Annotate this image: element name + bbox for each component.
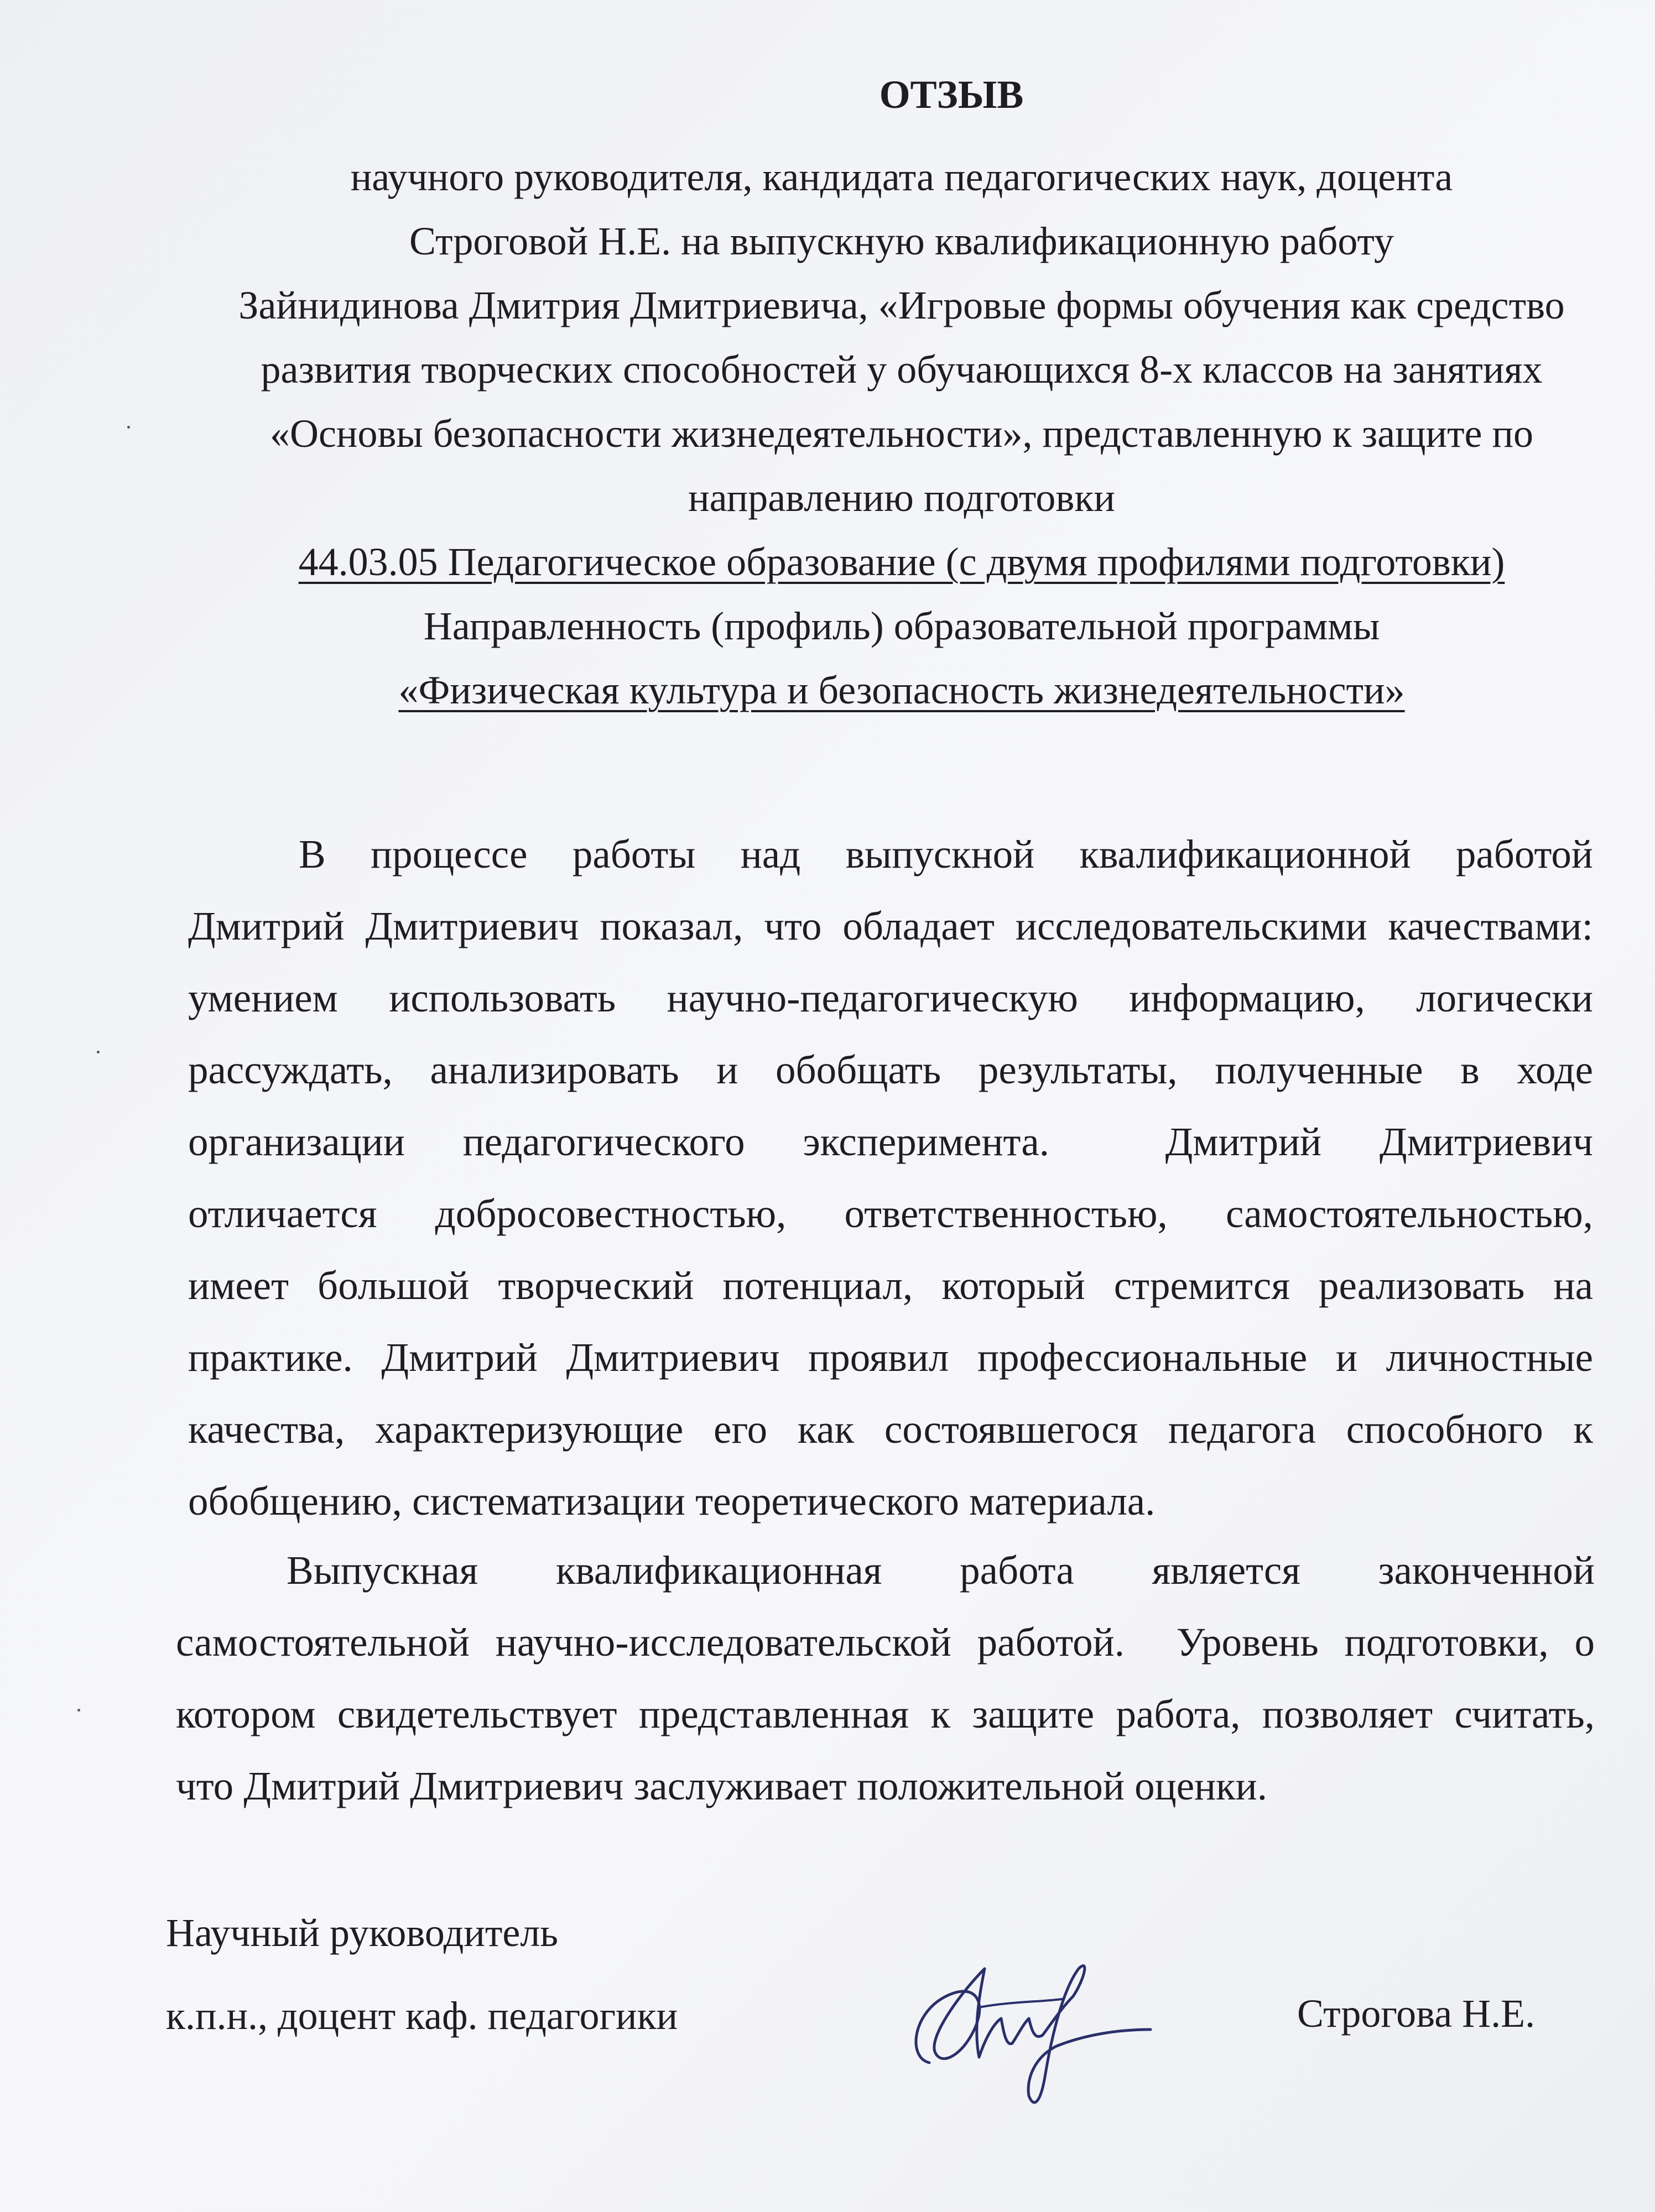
header-line: Зайнидинова Дмитрия Дмитриевича, «Игровые формы обучения как средство bbox=[238, 283, 1565, 327]
text-line: В процессе работы над выпускной квалификационной работой bbox=[299, 832, 1593, 877]
paper-speck bbox=[77, 1709, 80, 1712]
handwritten-signature bbox=[896, 1947, 1162, 2112]
signer-role: Научный руководитель bbox=[166, 1911, 559, 1955]
text-line: организации педагогического эксперимента. Дмитрий Дмитриевич bbox=[188, 1119, 1593, 1164]
header-line: «Основы безопасности жизнедеятельности», представленную к защите по bbox=[269, 411, 1534, 456]
document-header bbox=[216, 145, 1588, 722]
header-line: научного руководителя, кандидата педагогических наук, доцента bbox=[350, 155, 1453, 199]
program-code: 44.03.05 Педагогическое образование (с двумя профилями подготовки) bbox=[298, 540, 1505, 584]
paragraph-2 bbox=[176, 1535, 1595, 1822]
header-line: развития творческих способностей у обучающихся 8-х классов на занятиях bbox=[261, 347, 1543, 392]
text-line: качества, характеризующие его как состоявшегося педагога способного к bbox=[188, 1407, 1593, 1452]
text-line: что Дмитрий Дмитриевич заслуживает положительной оценки. bbox=[176, 1764, 1267, 1808]
text-line: котором свидетельствует представленная к защите работа, позволяет считать, bbox=[176, 1692, 1595, 1736]
header-line: Строговой Н.Е. на выпускную квалификационную работу bbox=[409, 219, 1394, 263]
text-line: самостоятельной научно-исследовательской работой. Уровень подготовки, о bbox=[176, 1620, 1595, 1665]
paragraph-1 bbox=[188, 818, 1593, 1537]
text-line: отличается добросовестностью, ответственностью, самостоятельностью, bbox=[188, 1191, 1593, 1236]
signature-block bbox=[166, 1891, 678, 2057]
text-line: рассуждать, анализировать и обобщать результаты, полученные в ходе bbox=[188, 1047, 1593, 1092]
signer-position: к.п.н., доцент каф. педагогики bbox=[166, 1994, 678, 2038]
text-line: Дмитрий Дмитриевич показал, что обладает исследовательскими качествами: bbox=[188, 904, 1593, 948]
header-line: направлению подготовки bbox=[688, 476, 1115, 520]
text-line: Выпускная квалификационная работа является законченной bbox=[287, 1548, 1595, 1593]
text-line: обобщению, систематизации теоретического материала. bbox=[188, 1479, 1156, 1524]
document-title: ОТЗЫВ bbox=[879, 72, 1024, 117]
paper-speck bbox=[97, 1051, 100, 1053]
header-line: Направленность (профиль) образовательной программы bbox=[423, 604, 1380, 648]
text-line: практике. Дмитрий Дмитриевич проявил профессиональные и личностные bbox=[188, 1335, 1593, 1380]
program-profile: «Физическая культура и безопасность жизнедеятельности» bbox=[398, 668, 1405, 712]
text-line: имеет большой творческий потенциал, который стремится реализовать на bbox=[188, 1263, 1593, 1308]
text-line: умением использовать научно-педагогическую информацию, логически bbox=[188, 975, 1593, 1020]
paper-speck bbox=[127, 426, 130, 429]
signer-name: Строгова Н.Е. bbox=[1297, 1991, 1536, 2036]
